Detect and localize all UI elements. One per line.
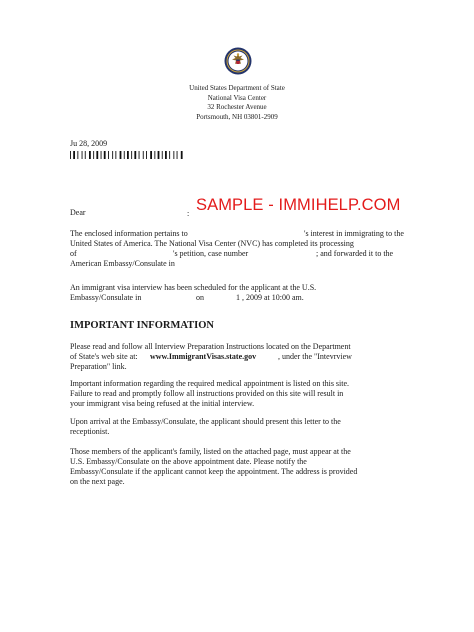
letterhead-street: 32 Rochester Avenue (207, 103, 267, 111)
text-line: , under the "Intevrview (278, 352, 352, 361)
text-line: U.S. Embassy/Consulate on the above appointment date. Please notify the (70, 457, 307, 466)
text-line: The enclosed information pertains to (70, 229, 188, 238)
text-line: Please read and follow all Interview Preparation Instructions located on the Department (70, 342, 351, 351)
letterhead (0, 84, 474, 122)
letter-date: Ju 28, 2009 (70, 139, 108, 148)
letterhead-center: National Visa Center (207, 93, 267, 102)
text-line: 1 , 2009 at 10:00 am. (236, 293, 304, 302)
text-line: Those members of the applicant's family, listed on the attached page, must appear at the (70, 447, 351, 456)
text-line: An immigrant visa interview has been scheduled for the applicant at the U.S. (70, 283, 317, 292)
paragraph-arrival (70, 417, 410, 437)
paragraph-enclosed-information (70, 229, 410, 269)
important-information-heading: IMPORTANT INFORMATION (70, 320, 215, 331)
website-link[interactable]: www.ImmigrantVisas.state.gov (150, 352, 257, 361)
paragraph-medical-appointment (70, 379, 410, 409)
salutation-mark: : (187, 209, 190, 218)
text-line: on the next page. (70, 477, 125, 486)
text-line: receptionist. (70, 427, 110, 436)
sample-watermark: SAMPLE - IMMIHELP.COM (196, 196, 401, 214)
text-line: American Embassy/Consulate in (70, 259, 175, 268)
text-line: 's petition, case number (173, 249, 249, 258)
salutation: Dear (70, 208, 86, 217)
text-line: Preparation" link. (70, 362, 127, 371)
barcode-icon (70, 151, 183, 159)
text-line: ; and forwarded it to the (316, 249, 394, 258)
letterhead-city: Portsmouth, NH 03801-2909 (196, 112, 278, 121)
text-line: Embassy/Consulate in (70, 293, 142, 302)
text-line: United States of America. The National Visa Center (NVC) has completed its processing (70, 239, 354, 248)
paragraph-interview-scheduled (70, 283, 410, 303)
department-of-state-seal-icon (224, 47, 252, 75)
text-line: of (70, 249, 77, 258)
text-line: Failure to read and promptly follow all instructions provided on this site will result in (70, 389, 344, 398)
paragraph-interview-instructions (70, 342, 410, 372)
text-line: of State's web site at: (70, 352, 138, 361)
text-line: your immigrant visa being refused at the initial interview. (70, 399, 255, 408)
text-line: on (196, 293, 204, 302)
text-line: Important information regarding the required medical appointment is listed on this site. (70, 379, 350, 388)
text-line: Embassy/Consulate if the applicant cannot keep the appointment. The address is provided (70, 467, 358, 476)
text-line: 's interest in immigrating to the (304, 229, 404, 238)
letterhead-department: United States Department of State (189, 84, 285, 92)
paragraph-family-members (70, 447, 410, 487)
text-line: Upon arrival at the Embassy/Consulate, the applicant should present this letter to the (70, 417, 341, 426)
